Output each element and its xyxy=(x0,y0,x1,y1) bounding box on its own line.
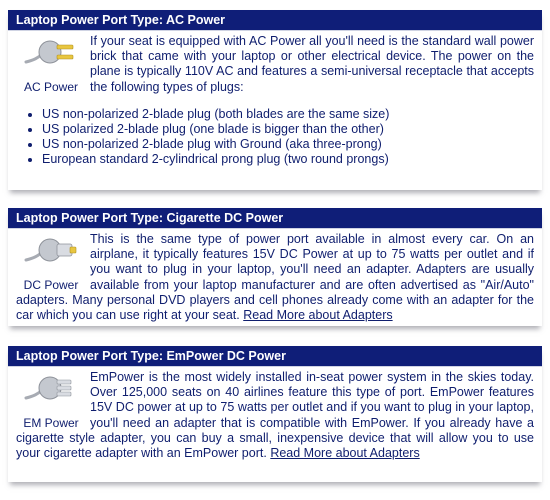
section-empower xyxy=(8,346,542,482)
list-item: • US polarized 2-blade plug (one blade is bigger than the other) xyxy=(42,122,534,137)
section-header: Laptop Power Port Type: Cigarette DC Power xyxy=(8,208,542,229)
list-item: • European standard 2-cylindrical prong plug (two round prongs) xyxy=(42,152,534,167)
section-header: Laptop Power Port Type: EmPower DC Power xyxy=(8,346,542,367)
list-item: • US non-polarized 2-blade plug with Ground (aka three-prong) xyxy=(42,137,534,152)
empower-plug-icon xyxy=(24,372,78,412)
list-item: • US non-polarized 2-blade plug (both blades are the same size) xyxy=(42,107,534,122)
ac-power-plug-icon xyxy=(24,36,78,76)
icon-block xyxy=(16,234,86,292)
read-more-adapters-link[interactable]: Read More about Adapters xyxy=(243,308,393,323)
plug-type-list xyxy=(16,107,534,168)
icon-caption: DC Power xyxy=(23,278,79,292)
icon-block xyxy=(16,36,86,94)
section-text-content: This is the same type of power port available in almost every car. On an airplane, it typically features 15V DC Power at up to 75 watts per outlet and if you want to plug in your laptop, you'll need an adapter. Adapters are usually available from your laptop manufacturer and are often advertised as "Air/Auto" adapters. Many personal DVD players and cell phones already come with an adapter for the car which you can use right at your seat. xyxy=(16,232,534,323)
section-ac-power xyxy=(8,10,542,190)
section-text-content: EmPower is the most widely installed in-seat power system in the skies today. Over 125,000 seats on 40 airlines feature this type of port. EmPower features 15V DC power at up to 75 watts per outlet and if you want to plug in your laptop, you'll need an adapter that is compatible with EmPower. If you already have a cigarette style adapter, you can buy a small, inexpensive device that will allow you to use your cigarette adapter with an EmPower port. xyxy=(16,370,534,461)
icon-caption: AC Power xyxy=(23,80,79,94)
icon-caption: EM Power xyxy=(23,416,79,430)
section-text: If your seat is equipped with AC Power all you'll need is the standard wall power brick that came with your laptop or other electrical device. The power on the plane is typically 110V AC and features a semi-universal receptacle that accepts the following types of plugs: xyxy=(90,34,534,94)
icon-block xyxy=(16,372,86,430)
dc-power-plug-icon xyxy=(24,234,78,274)
section-header: Laptop Power Port Type: AC Power xyxy=(8,10,542,31)
read-more-adapters-link[interactable]: Read More about Adapters xyxy=(270,446,420,461)
section-text xyxy=(16,232,534,323)
section-body xyxy=(8,31,542,174)
section-body xyxy=(8,367,542,467)
section-text xyxy=(16,370,534,461)
section-dc-power xyxy=(8,208,542,326)
section-body xyxy=(8,229,542,329)
